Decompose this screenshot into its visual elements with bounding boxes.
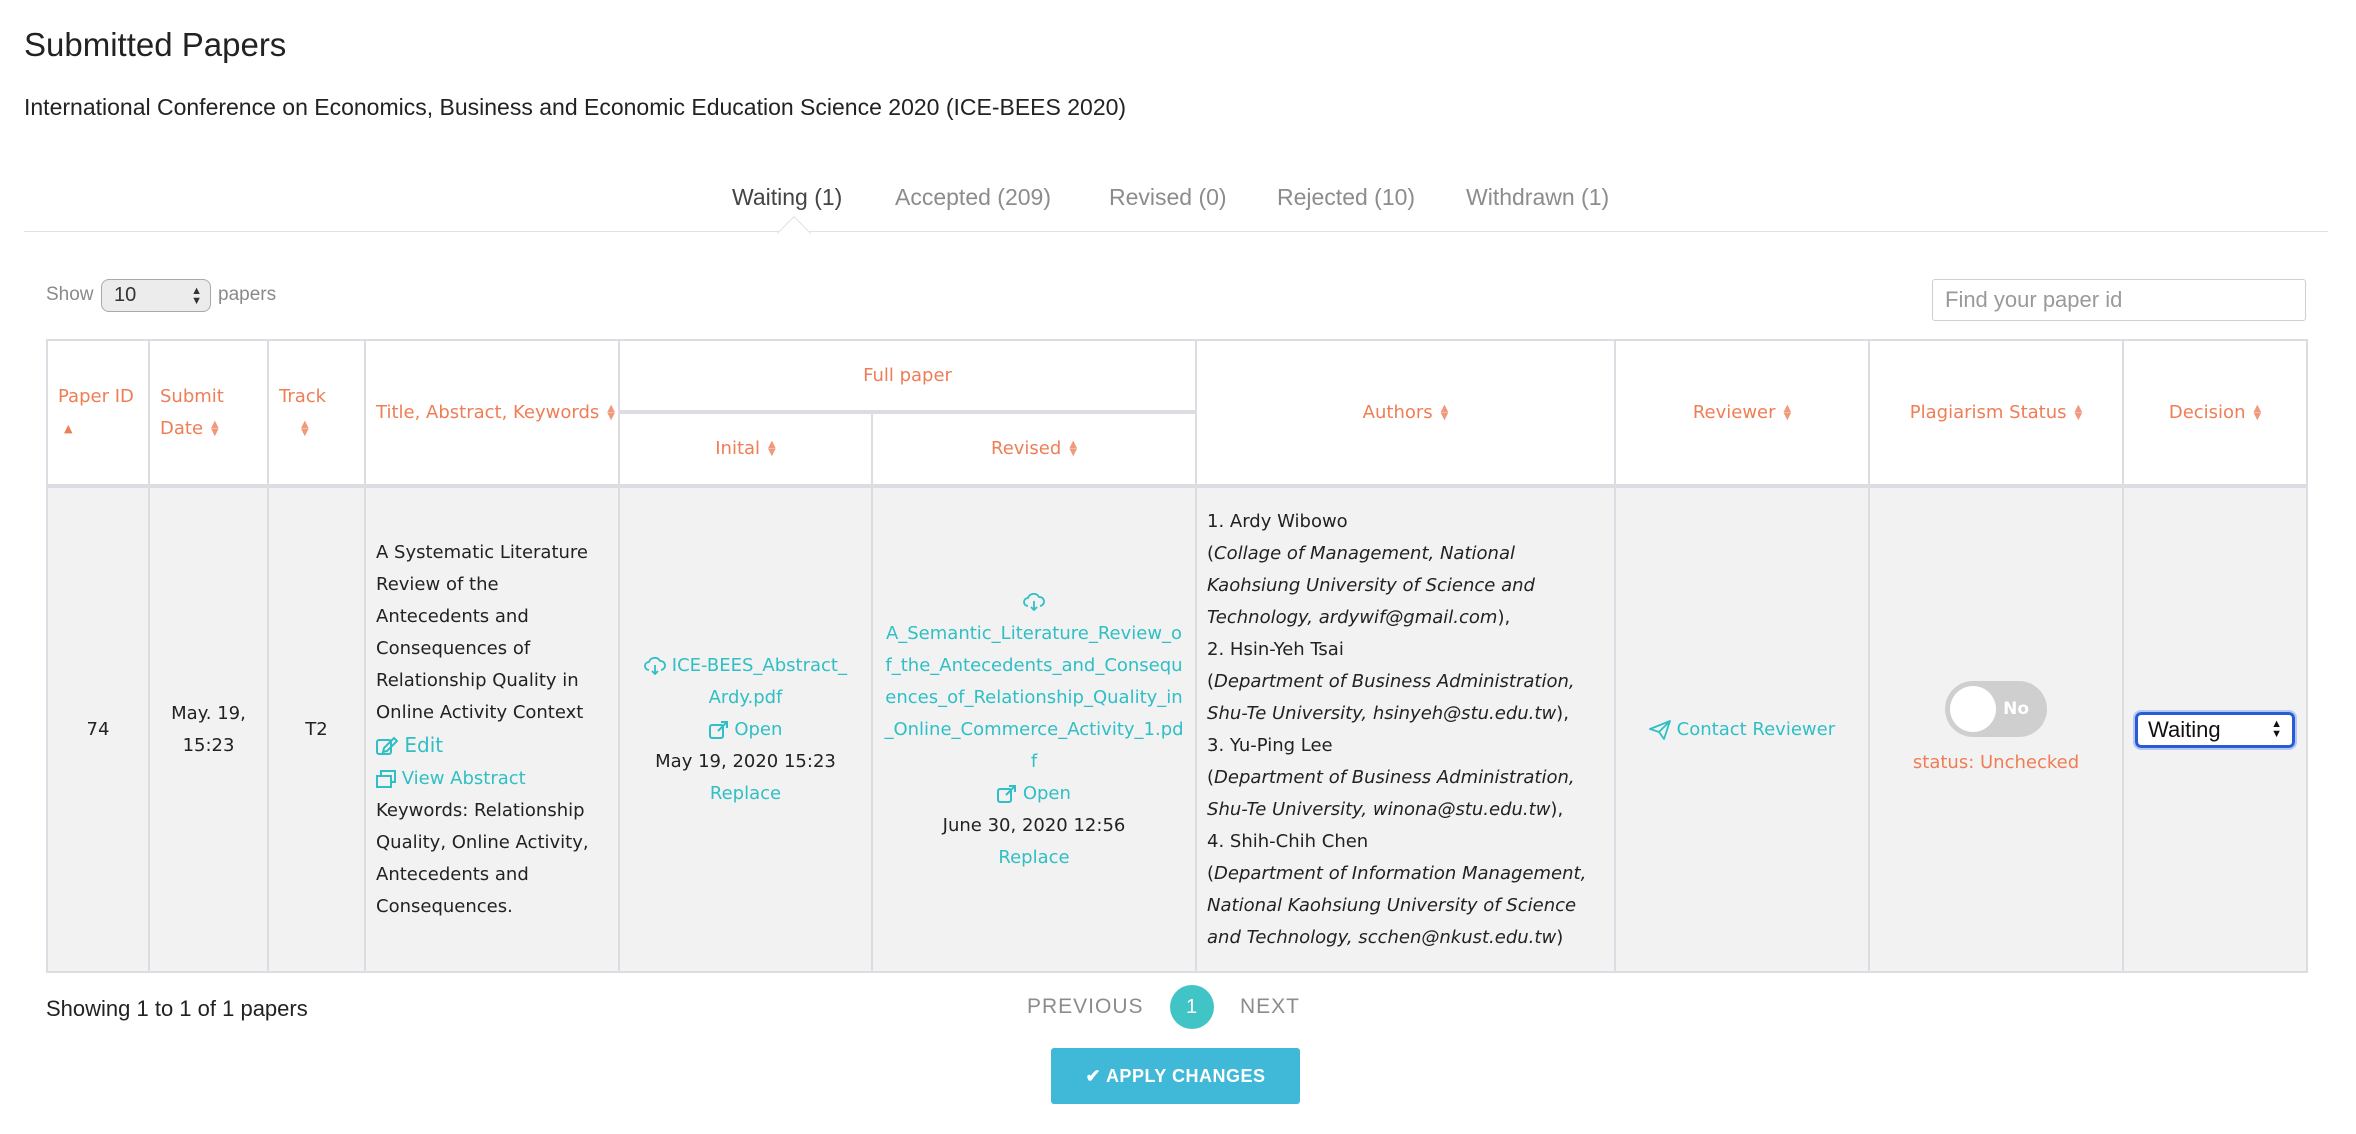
sort-icon: ▲ ▼ [768, 439, 776, 458]
author-name: 3. Yu-Ping Lee [1207, 734, 1333, 756]
revised-open-link[interactable]: Open [997, 783, 1071, 804]
papers-table [46, 339, 2308, 973]
submit-date-cell: May. 19, 15:23 [149, 486, 268, 972]
authors-cell: 1. Ardy Wibowo (Collage of Management, National Kaohsiung University of Science and Technology, ardywif@gmail.com), 2. Hsin-Yeh Tsai (Department of Business Administration, Shu-Te University, hsinyeh@stu.edu.tw), 3. Yu-Ping Lee (Department of Business Administration, Shu-Te University, winona@stu.edu.tw), 4. Shih-Chih Chen (Department of Information Management, National Kaohsiung University of Science and Technology, scchen@nkust.edu.tw) [1196, 486, 1615, 972]
apply-changes-button[interactable]: ✔ APPLY CHANGES [1051, 1048, 1300, 1104]
page-size-value: 10 [114, 284, 137, 306]
papers-label: papers [218, 284, 277, 305]
revised-replace-link[interactable]: Replace [998, 846, 1070, 868]
initial-date: May 19, 2020 15:23 [655, 750, 836, 772]
contact-reviewer-link[interactable]: Contact Reviewer [1649, 719, 1835, 740]
plagiarism-status-text: status: Unchecked [1912, 751, 2080, 773]
header-revised[interactable]: Revised ▲ ▼ [872, 412, 1196, 486]
plagiarism-toggle[interactable] [1945, 681, 2047, 737]
sort-asc-icon: ▲ [64, 421, 73, 435]
select-arrows-icon: ▲ ▼ [191, 285, 202, 307]
header-reviewer[interactable]: Reviewer ▲ ▼ [1615, 340, 1869, 486]
sort-icon: ▲ ▼ [301, 418, 309, 438]
initial-replace-link[interactable]: Replace [709, 782, 782, 804]
header-title-abstract[interactable]: Title, Abstract, Keywords ▲ ▼ [365, 340, 619, 486]
sort-icon: ▲ ▼ [211, 418, 219, 438]
decision-value: Waiting [2148, 716, 2221, 742]
header-authors[interactable]: Authors ▲ ▼ [1196, 340, 1615, 486]
status-tabs [24, 172, 2328, 232]
cloud-download-icon [1023, 593, 1045, 611]
external-link-icon [709, 720, 729, 740]
previous-button[interactable]: PREVIOUS [1027, 995, 1144, 1018]
sort-icon: ▲ ▼ [2253, 402, 2262, 422]
author-affiliation: Department of Information Management, National Kaohsiung University of Science and Technology, scchen@nkust.edu.tw [1207, 862, 1587, 948]
toggle-knob [1950, 686, 1996, 732]
author-affiliation: Department of Business Administration, Shu-Te University, winona@stu.edu.tw [1207, 766, 1575, 820]
edit-icon [376, 736, 398, 756]
title-abstract-cell [365, 486, 619, 972]
paper-id-search-input[interactable] [1932, 279, 2306, 321]
sort-icon: ▲ ▼ [2074, 402, 2083, 422]
header-paper-id[interactable]: Paper ID▲ [47, 340, 149, 486]
sort-icon: ▲ ▼ [607, 402, 615, 422]
sort-icon: ▲ ▼ [1440, 402, 1449, 422]
author-affiliation: Department of Business Administration, Shu-Te University, hsinyeh@stu.edu.tw [1207, 670, 1575, 724]
track-cell: T2 [268, 486, 365, 972]
header-plagiarism-status[interactable]: Plagiarism Status ▲ ▼ [1869, 340, 2123, 486]
revised-date: June 30, 2020 12:56 [942, 814, 1126, 836]
reviewer-cell [1615, 486, 1869, 972]
initial-open-link[interactable]: Open [709, 719, 783, 740]
active-tab-indicator [777, 216, 811, 250]
tab-rejected[interactable]: Rejected (10) [1277, 184, 1416, 210]
table-row [47, 486, 2307, 972]
revised-file-link[interactable]: A_Semantic_Literature_Review_of_the_Antecedents_and_Consequences_of_Relationship_Quality_in_Online_Commerce_Activity_1.pdf [884, 622, 1184, 772]
sort-icon: ▲ ▼ [1783, 402, 1792, 422]
plagiarism-cell [1869, 486, 2123, 972]
author-name: 2. Hsin-Yeh Tsai [1207, 638, 1344, 660]
header-decision[interactable]: Decision ▲ ▼ [2123, 340, 2307, 486]
header-submit-date[interactable]: Submit Date ▲ ▼ [149, 340, 268, 486]
toggle-label: No [2003, 698, 2030, 719]
check-icon: ✔ [1085, 1066, 1102, 1086]
author-affiliation: Collage of Management, National Kaohsiung University of Science and Technology, ardywif@gmail.com [1207, 542, 1535, 628]
paper-keywords: Keywords: Relationship Quality, Online Activity, Antecedents and Consequences. [376, 799, 589, 917]
conference-name: International Conference on Economics, Business and Economic Education Science 2020 (ICE-BEES 2020) [24, 94, 1127, 120]
view-abstract-link[interactable]: View Abstract [376, 768, 526, 789]
page-title: Submitted Papers [24, 26, 287, 63]
sort-icon: ▲ ▼ [1069, 439, 1078, 458]
showing-count: Showing 1 to 1 of 1 papers [46, 996, 308, 1021]
page-1-button[interactable]: 1 [1170, 985, 1214, 1029]
decision-cell [2123, 486, 2307, 972]
select-arrows-icon: ▲ ▼ [2271, 717, 2283, 740]
header-track[interactable]: Track ▲ ▼ [268, 340, 365, 486]
tab-accepted[interactable]: Accepted (209) [895, 184, 1051, 210]
page-size-select[interactable] [101, 279, 211, 312]
initial-file-cell [619, 486, 872, 972]
paper-plane-icon [1649, 720, 1671, 740]
cloud-download-icon [644, 657, 666, 675]
author-name: 1. Ardy Wibowo [1207, 510, 1348, 532]
external-link-icon [997, 784, 1017, 804]
initial-file-link[interactable]: ICE-BEES_Abstract_Ardy.pdf [644, 655, 847, 708]
header-initial[interactable]: Inital ▲ ▼ [619, 412, 872, 486]
next-button[interactable]: NEXT [1240, 995, 1301, 1018]
paper-id-cell: 74 [47, 486, 149, 972]
tab-withdrawn[interactable]: Withdrawn (1) [1466, 184, 1610, 210]
decision-select[interactable] [2135, 712, 2295, 748]
revised-file-cell [872, 486, 1196, 972]
author-name: 4. Shih-Chih Chen [1207, 830, 1369, 852]
show-label: Show [46, 284, 94, 305]
window-icon [376, 770, 396, 788]
tab-revised[interactable]: Revised (0) [1109, 184, 1227, 210]
paper-title: A Systematic Literature Review of the Antecedents and Consequences of Relationship Quality in Online Activity Context [376, 541, 589, 723]
edit-link[interactable]: Edit [376, 733, 443, 757]
header-full-paper: Full paper [619, 340, 1196, 412]
tab-waiting[interactable]: Waiting (1) [732, 184, 843, 210]
